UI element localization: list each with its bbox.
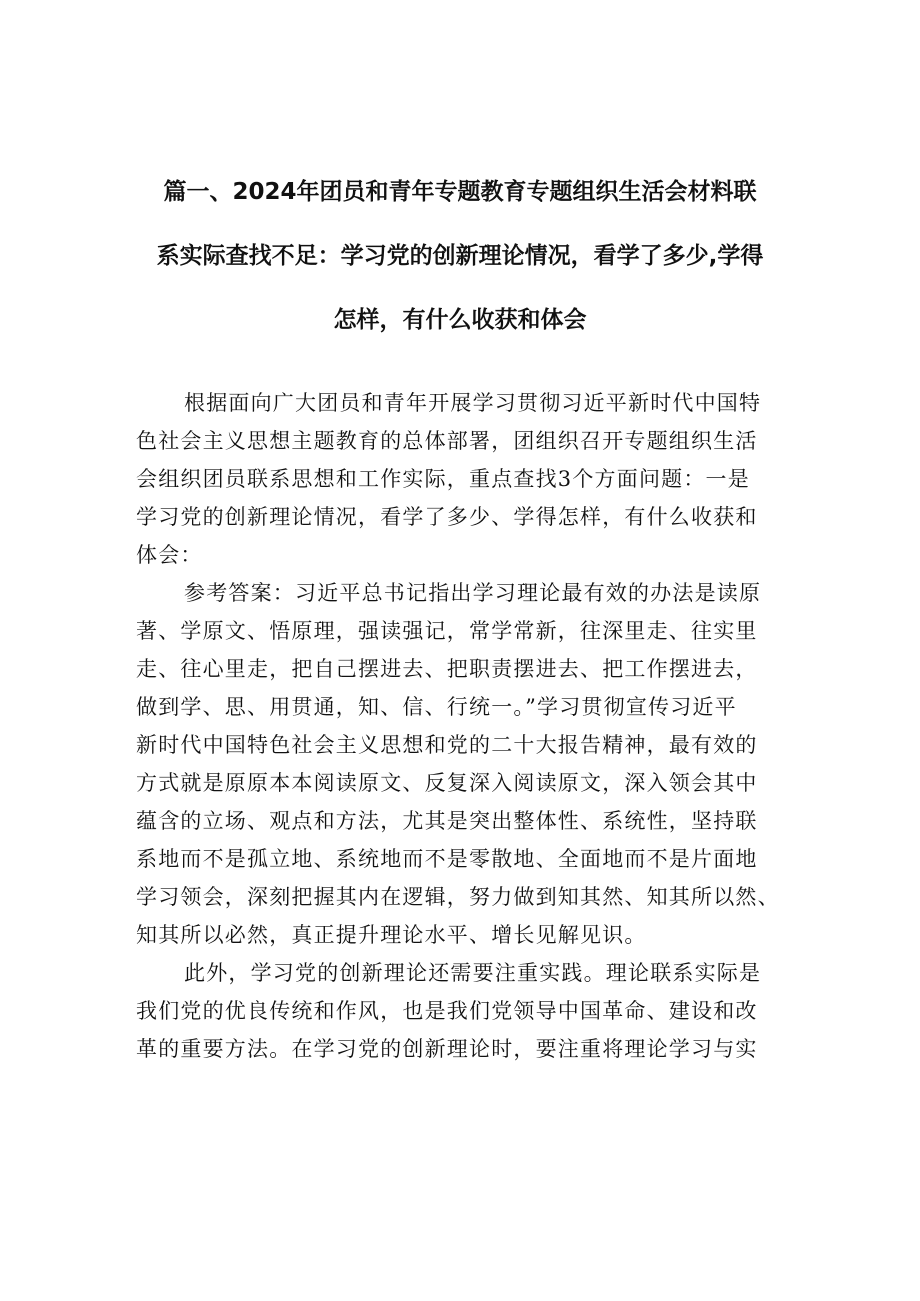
- text-line: 根据面向广大团员和青年开展学习贯彻习近平新时代中国特: [184, 391, 762, 415]
- text-line: 做到学、思、用贯通，知、信、行统一。”学习贯彻宣传习近平: [136, 695, 737, 719]
- document-body: [136, 384, 792, 1068]
- text-line: 新时代中国特色社会主义思想和党的二十大报告精神，最有效的: [136, 733, 758, 757]
- title-line: 怎样，有什么收获和体会: [333, 307, 587, 333]
- title-line: 系实际查找不足：学习党的创新理论情况，看学了多少,学得: [156, 243, 764, 269]
- text-line: 学习党的创新理论情况，看学了多少、学得怎样，有什么收获和: [136, 505, 758, 529]
- paragraph-practice: [136, 954, 792, 1068]
- text-line: 方式就是原原本本阅读原文、反复深入阅读原文，深入领会其中: [136, 771, 758, 795]
- text-line: 蕴含的立场、观点和方法，尤其是突出整体性、系统性，坚持联: [136, 809, 758, 833]
- text-line: 体会：: [136, 543, 203, 567]
- text-line: 知其所以必然，真正提升理论水平、增长见解见识。: [136, 923, 647, 947]
- text-line: 会组织团员联系思想和工作实际，重点查找3个方面问题：一是: [136, 467, 750, 491]
- title-line: 篇一、2024年团员和青年专题教育专题组织生活会材料联: [163, 179, 757, 205]
- text-line: 革的重要方法。在学习党的创新理论时，要注重将理论学习与实: [136, 1037, 758, 1061]
- paragraph-intro: [136, 384, 792, 574]
- text-line: 走、往心里走，把自己摆进去、把职责摆进去、把工作摆进去，: [136, 657, 758, 681]
- text-line: 我们党的优良传统和作风，也是我们党领导中国革命、建设和改: [136, 999, 758, 1023]
- text-line: 系地而不是孤立地、系统地而不是零散地、全面地而不是片面地: [136, 847, 758, 871]
- text-line: 学习领会，深刻把握其内在逻辑，努力做到知其然、知其所以然、: [136, 885, 780, 909]
- text-line: 色社会主义思想主题教育的总体部署，团组织召开专题组织生活: [136, 429, 758, 453]
- text-line: 著、学原文、悟原理，强读强记，常学常新，往深里走、往实里: [136, 619, 758, 643]
- document-title: [130, 160, 790, 352]
- text-line: 此外，学习党的创新理论还需要注重实践。理论联系实际是: [184, 961, 762, 985]
- paragraph-answer: [136, 574, 792, 954]
- text-line: 参考答案：习近平总书记指出学习理论最有效的办法是读原: [184, 581, 762, 605]
